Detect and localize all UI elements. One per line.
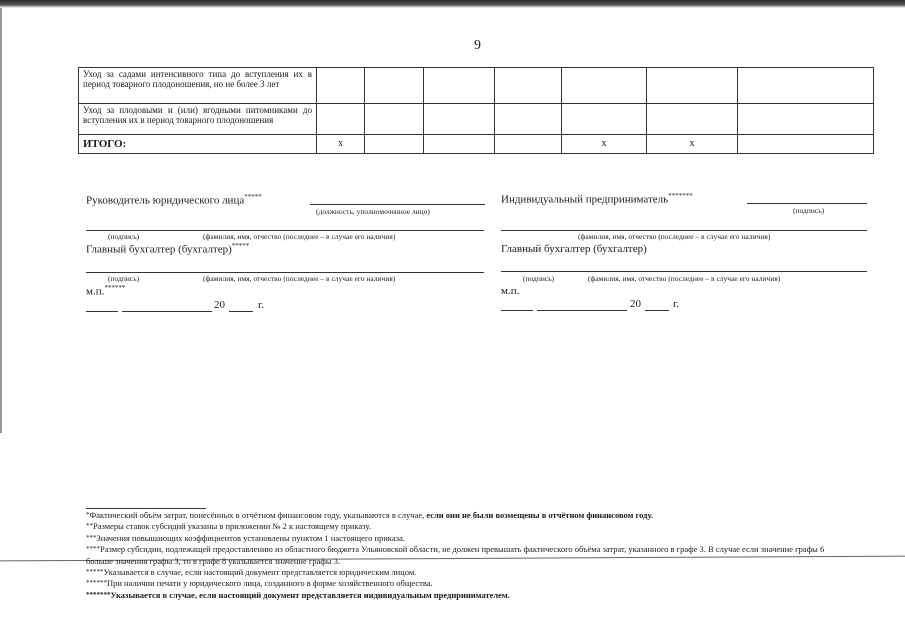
caption-full-name: (фамилия, имя, отчество (последнее – в случае его наличия) (203, 232, 396, 241)
head-of-legal-entity-label: Руководитель юридического лица***** (86, 193, 262, 207)
table-cell[interactable] (365, 68, 424, 104)
scan-edge-top (0, 0, 905, 8)
table-cell[interactable] (495, 135, 562, 154)
stamp-label: м.п.****** (86, 284, 126, 298)
scan-edge-left (0, 8, 2, 433)
entrepreneur-name-line[interactable] (501, 230, 867, 231)
caption-signature: (подпись) (108, 232, 140, 241)
table-cell[interactable] (738, 68, 874, 104)
caption-signature-2: (подпись) (108, 274, 140, 283)
right-date-year-suffix: г. (673, 298, 680, 310)
caption-entrepreneur-signature: (подпись) (793, 206, 825, 215)
table-cell[interactable] (317, 104, 365, 135)
caption-signature-right-2: (подпись) (523, 274, 555, 283)
row-label: Уход за садами интенсивного типа до вступления их в период товарного плодоношения, но не более 3 лет (79, 68, 317, 104)
page-number: 9 (474, 38, 481, 53)
right-date-day-line[interactable] (501, 310, 533, 311)
chief-accountant-label: Главный бухгалтер (бухгалтер)***** (86, 242, 250, 256)
table-cell[interactable] (562, 68, 647, 104)
table-cell[interactable] (424, 135, 495, 154)
head-signature-line[interactable] (86, 230, 484, 231)
footnote-2: **Размеры ставок субсидий указаны в приложении № 2 к настоящему приказу. (86, 521, 371, 532)
footnote-7: *******Указывается в случае, если настоящий документ представляется индивидуальным предпринимателем. (86, 589, 510, 600)
table-cell[interactable] (365, 135, 424, 154)
entrepreneur-label: Индивидуальный предприниматель******* (501, 192, 693, 206)
table-cell[interactable] (495, 104, 562, 135)
table-row (79, 135, 874, 154)
table-row (79, 104, 874, 135)
footnote-separator (86, 508, 206, 509)
right-stamp-label: м.п. (501, 285, 520, 297)
right-accountant-signature-line[interactable] (501, 271, 867, 272)
table-cell[interactable]: х (317, 135, 365, 154)
accountant-signature-line[interactable] (86, 272, 484, 273)
table-cell[interactable] (424, 68, 495, 104)
footnote-4: ****Размер субсидии, подлежащей предоставлению из областного бюджета Ульяновской области, не должен превышать фактического объёма затрат, указанного в графе 3. В случае если значение графы 6 больше значения графы 3, то в графе 8 указывается значение графы 3. (86, 544, 825, 566)
table-cell[interactable] (495, 68, 562, 104)
date-year-line[interactable] (229, 311, 253, 312)
table-cell[interactable] (424, 104, 495, 135)
date-day-line[interactable] (86, 311, 118, 312)
caption-entrepreneur-name: (фамилия, имя, отчество (последнее – в случае его наличия) (578, 232, 771, 241)
right-date-year-prefix: 20 (630, 298, 641, 310)
date-year-suffix: г. (258, 299, 265, 311)
date-month-line[interactable] (122, 311, 212, 312)
footnote-1: *Фактический объём затрат, понесённых в отчётном финансовом году, указываются в случае, если они не были возмещены в отчётном финансовом году. (86, 510, 654, 520)
table-cell[interactable]: х (647, 135, 738, 154)
caption-position: (должность, уполномоченное лицо) (316, 207, 430, 216)
table-cell[interactable] (365, 104, 424, 135)
table-row (79, 68, 874, 104)
right-date-year-line[interactable] (645, 310, 669, 311)
date-year-prefix: 20 (214, 299, 225, 311)
table-cell[interactable] (562, 104, 647, 135)
position-line[interactable] (310, 204, 485, 205)
footnote-6: ******При наличии печати у юридического лица, созданного в форме хозяйственного общества. (86, 578, 433, 589)
table-cell[interactable]: х (562, 135, 647, 154)
table-cell[interactable] (738, 135, 874, 154)
table-cell[interactable] (647, 104, 738, 135)
right-chief-accountant-label: Главный бухгалтер (бухгалтер) (501, 243, 647, 255)
table-cell[interactable] (317, 68, 365, 104)
footnote-5: *****Указывается в случае, если настоящий документ представляется юридическим лицом. (86, 567, 417, 578)
total-label: ИТОГО: (79, 135, 317, 154)
footnotes (86, 510, 846, 601)
table-cell[interactable] (647, 68, 738, 104)
entrepreneur-signature-line[interactable] (747, 203, 867, 204)
costs-table (78, 67, 874, 154)
caption-name-right-2: (фамилия, имя, отчество (последнее – в случае его наличия) (588, 274, 781, 283)
footnote-3: ***Значения повышающих коэффициентов установлены пунктом 1 настоящего приказа. (86, 532, 405, 543)
row-label: Уход за плодовыми и (или) ягодными питомниками до вступления их в период товарного плодоношения (79, 104, 317, 135)
caption-full-name-2: (фамилия, имя, отчество (последнее – в случае его наличия) (203, 274, 396, 283)
right-date-month-line[interactable] (537, 310, 627, 311)
table-cell[interactable] (738, 104, 874, 135)
